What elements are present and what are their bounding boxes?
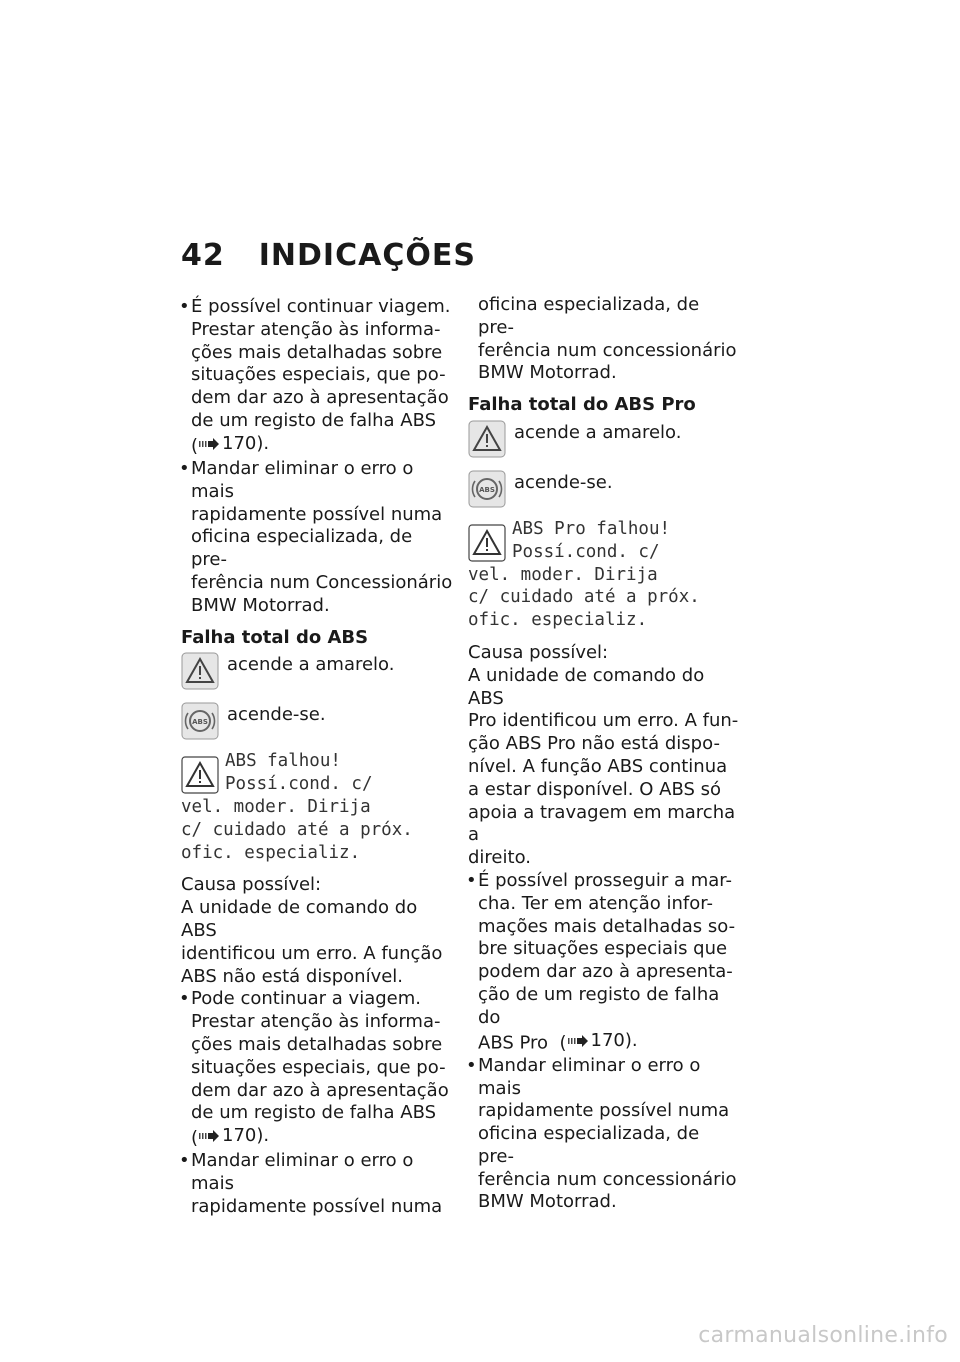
indicator-row: ABS acende-se.	[181, 702, 453, 740]
page-reference[interactable]: 170).	[198, 1125, 269, 1148]
indicator-row: acende a amarelo.	[181, 652, 453, 690]
cause-label: Causa possível:	[468, 641, 609, 663]
list-item: • Mandar eliminar o erro o mais rapidamente possível numa	[181, 1150, 453, 1218]
list-item: • É possível continuar viagem. Prestar atenção às informa- ções mais detalhadas sobre situações especiais, que po- dem dar azo à apresentação de um registo de falha ABS ( 170).	[181, 296, 453, 458]
svg-text:ABS: ABS	[192, 718, 208, 727]
arrow-ref-icon	[198, 437, 220, 451]
list-item: • Pode continuar a viagem. Prestar atenção às informa- ções mais detalhadas sobre situações especiais, que po- dem dar azo à apresentação de um registo de falha ABS ( 170).	[181, 988, 453, 1150]
page-number: 42	[181, 238, 225, 273]
warning-triangle-icon	[181, 756, 219, 794]
left-column: • É possível continuar viagem. Prestar atenção às informa- ções mais detalhadas sobre situações especiais, que po- dem dar azo à apresentação de um registo de falha ABS ( 170). • Mandar eliminar o erro o mais rapidamente possível numa oficina especializada, de pre- ferência num Concessionário BMW Motorrad. Falha total do ABS acende a amarelo. ABS acende-se. ABS falhou! Possí.cond. c/ vel. moder. Dirija c/ cuidado até a próx. ofic. especializ. Causa possível: A unidade de comando do ABS identificou um erro. A função ABS não está disponível. • Pode continuar a viagem. Prestar atenção às informa- ções mais detalhadas sobre situações especiais, que po- dem dar azo à apresentação de um registo de falha ABS ( 170). • Mandar eliminar o erro o mais rapidamente possível numa	[181, 296, 453, 1219]
watermark: carmanualsonline.info	[698, 1323, 948, 1348]
right-column: oficina especializada, de pre- ferência num concessionário BMW Motorrad. Falha total do ABS Pro acende a amarelo. ABS acende-se. ABS Pro falhou! Possí.cond. c/ vel. moder. Dirija c/ cuidado até a próx. ofic. especializ. Causa possível: A unidade de comando do ABS Pro identificou um erro. A fun- ção ABS Pro não está dispo- nível. A função ABS continua a estar disponível. O ABS só apoia a travagem em marcha a direito. • É possível prosseguir a mar- cha. Ter em atenção infor- mações mais detalhadas so- bre situações especiais que podem dar azo à apresenta- ção de um registo de falha do ABS Pro ( 170). • Mandar eliminar o erro o mais rapidamente possível numa oficina especializada, de pre- ferência num concessionário BMW Motorrad.	[468, 294, 740, 1214]
warning-triangle-icon	[468, 524, 506, 562]
indicator-row: ABS acende-se.	[468, 470, 740, 508]
display-message: ABS Pro falhou! Possí.cond. c/ vel. moder. Dirija c/ cuidado até a próx. ofic. especializ.	[468, 518, 700, 631]
indicator-row: acende a amarelo.	[468, 420, 740, 458]
display-message: ABS falhou! Possí.cond. c/ vel. moder. Dirija c/ cuidado até a próx. ofic. especializ.	[181, 751, 413, 863]
bullet-list	[181, 988, 453, 1218]
page-header	[181, 238, 476, 273]
abs-icon	[181, 702, 219, 740]
cause-label: Causa possível:	[181, 874, 322, 896]
list-item: • É possível prosseguir a mar- cha. Ter em atenção infor- mações mais detalhadas so- bre situações especiais que podem dar azo à apresenta- ção de um registo de falha do ABS Pro ( 170).	[468, 870, 740, 1055]
list-item: • Mandar eliminar o erro o mais rapidamente possível numa oficina especializada, de pre- ferência num Concessionário BMW Motorrad.	[181, 458, 453, 618]
section-heading: Falha total do ABS	[181, 626, 369, 648]
arrow-ref-icon	[198, 1129, 220, 1143]
continued-text: oficina especializada, de pre- ferência num concessionário BMW Motorrad.	[478, 294, 737, 384]
abs-icon	[468, 470, 506, 508]
section-heading: Falha total do ABS Pro	[468, 394, 696, 416]
arrow-ref-icon	[567, 1034, 589, 1048]
page-title: INDICAÇÕES	[258, 238, 476, 273]
page-reference[interactable]: 170).	[198, 433, 269, 456]
page-reference[interactable]: 170).	[567, 1030, 638, 1053]
warning-triangle-icon	[181, 652, 219, 690]
list-item: • Mandar eliminar o erro o mais rapidamente possível numa oficina especializada, de pre- ferência num concessionário BMW Motorrad.	[468, 1055, 740, 1215]
svg-text:ABS: ABS	[479, 485, 495, 494]
bullet-list	[468, 870, 740, 1214]
bullet-list	[181, 296, 453, 618]
warning-triangle-icon	[468, 420, 506, 458]
